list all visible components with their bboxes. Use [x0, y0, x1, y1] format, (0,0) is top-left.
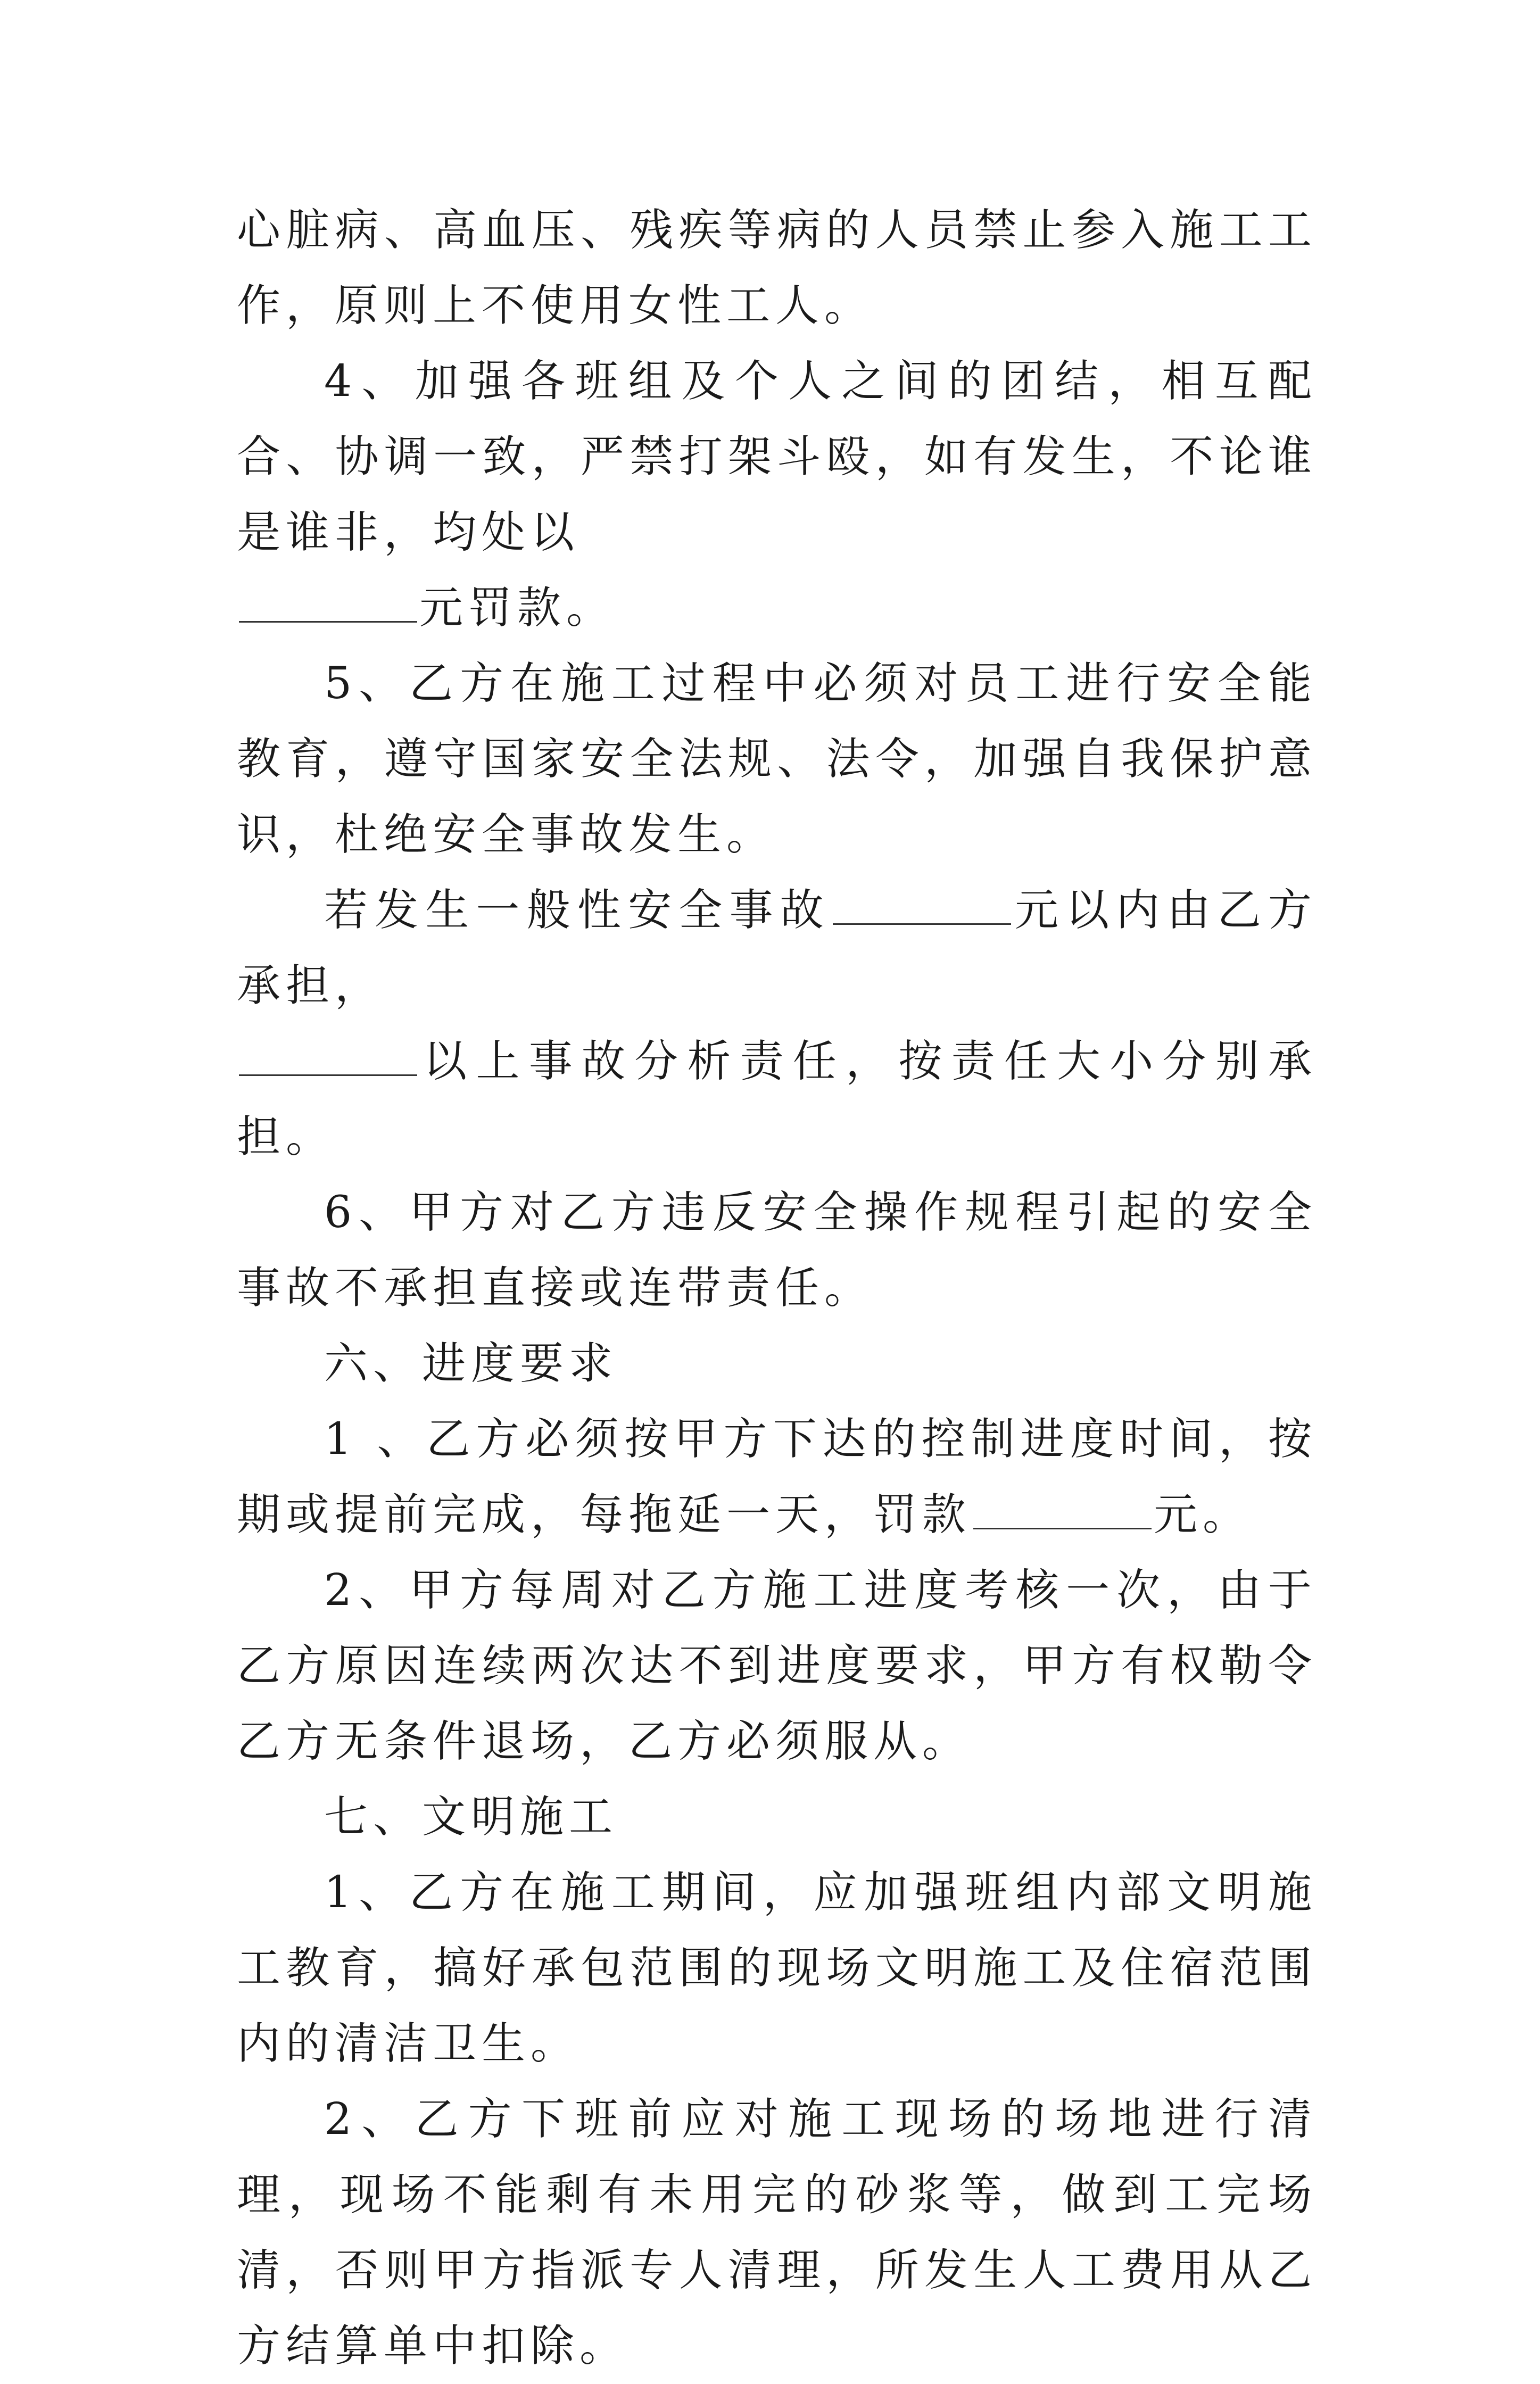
paragraph-text: 元。	[1154, 1489, 1252, 1540]
paragraph-text: 5、乙方在施工过程中必须对员工进行安全能教育，遵守国家安全法规、法令，加强自我保护意识，杜绝安全事故发生。	[237, 658, 1317, 860]
paragraph-progress-item-1	[237, 1402, 1317, 1553]
paragraph-text: 元罚款。	[419, 583, 616, 633]
section-heading-text: 七、文明施工	[324, 1792, 618, 1842]
paragraph-civilized-item-1	[237, 1855, 1317, 2082]
paragraph-text: 2、乙方下班前应对施工现场的场地进行清理，现场不能剩有未用完的砂浆等，做到工完场清，否则甲方指派专人清理，所发生人工费用从乙方结算单中扣除。	[237, 2094, 1317, 2371]
paragraph-civilized-item-2	[237, 2082, 1317, 2384]
paragraph-text: 以上事故分析责任，按责任大小分别承担。	[237, 1036, 1317, 1162]
paragraph-progress-item-2	[237, 1553, 1317, 1779]
paragraph-item-4	[237, 344, 1317, 646]
paragraph-text: 4、加强各班组及个人之间的团结，相互配合、协调一致，严禁打架斗殴，如有发生，不论谁是谁非，均处以	[237, 356, 1317, 558]
paragraph-text: 1 、乙方必须按甲方下达的控制进度时间，按期或提前完成，每拖延一天，罚款	[237, 1414, 1317, 1540]
section-heading-civilized-construction	[237, 1779, 1317, 1855]
paragraph-text: 元以内由乙方承担，	[237, 885, 1317, 1011]
paragraph-text: 心脏病、高血压、残疾等病的人员禁止参入施工工作，原则上不使用女性工人。	[237, 205, 1317, 331]
paragraph-text: 若发生一般性安全事故	[324, 885, 831, 936]
paragraph-text: 2、甲方每周对乙方施工进度考核一次，由于乙方原因连续两次达不到进度要求，甲方有权勒令乙方无条件退场，乙方必须服从。	[237, 1565, 1317, 1767]
document-body	[237, 193, 1317, 2384]
fill-in-blank	[239, 1042, 417, 1076]
paragraph-health-restriction	[237, 193, 1317, 344]
paragraph-item-5	[237, 646, 1317, 873]
fill-in-blank	[239, 589, 417, 623]
fill-in-blank	[973, 1496, 1152, 1529]
paragraph-accident-liability	[237, 873, 1317, 1175]
paragraph-item-6	[237, 1175, 1317, 1326]
paragraph-text: 1、乙方在施工期间，应加强班组内部文明施工教育，搞好承包范围的现场文明施工及住宿范围内的清洁卫生。	[237, 1867, 1317, 2069]
paragraph-text: 6、甲方对乙方违反安全操作规程引起的安全事故不承担直接或连带责任。	[237, 1187, 1317, 1313]
section-heading-progress	[237, 1326, 1317, 1402]
section-heading-text: 六、进度要求	[324, 1338, 618, 1389]
fill-in-blank	[833, 891, 1011, 925]
